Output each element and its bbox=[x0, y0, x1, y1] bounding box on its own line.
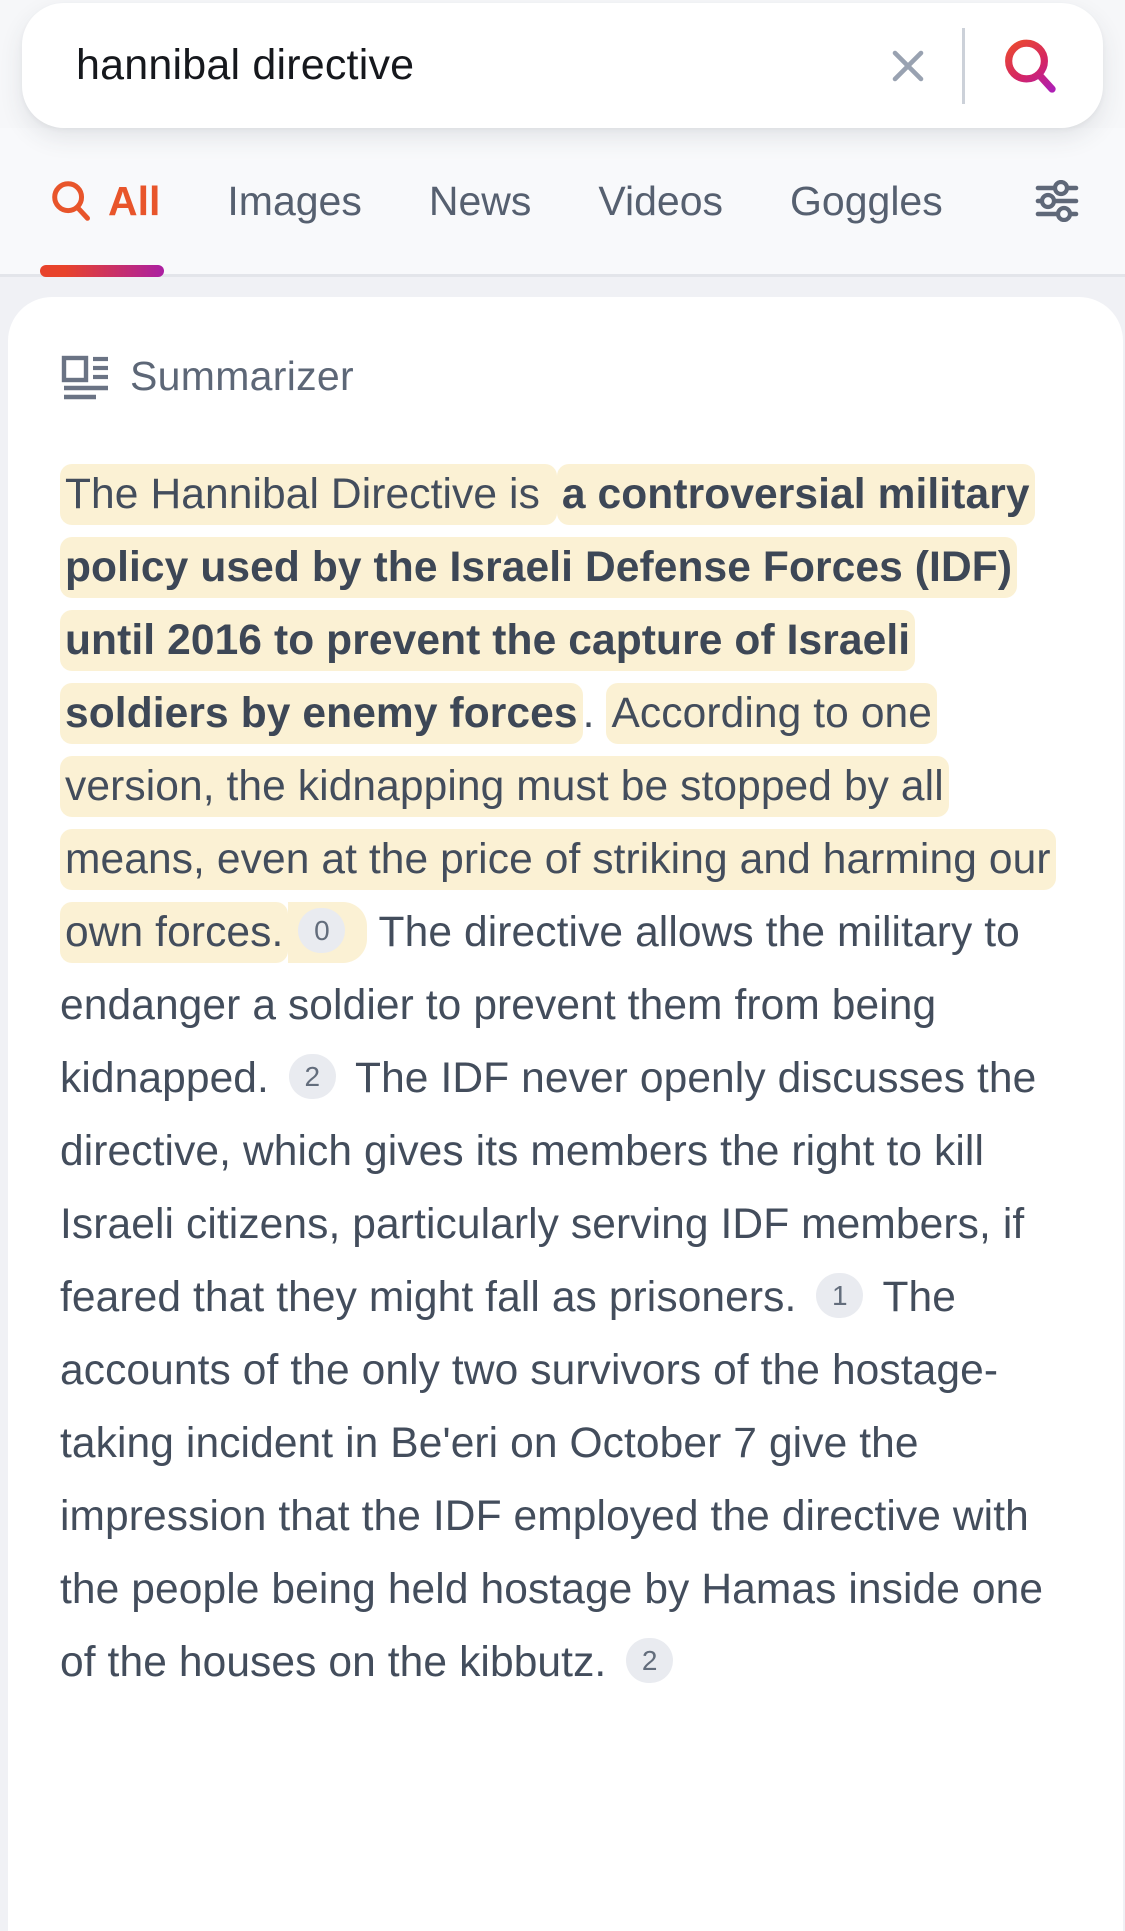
summarizer-header bbox=[60, 353, 1065, 400]
tab-images[interactable] bbox=[227, 128, 361, 274]
tab-images-label: Images bbox=[227, 177, 362, 224]
tab-goggles-label: Goggles bbox=[790, 177, 943, 224]
tab-all[interactable] bbox=[48, 128, 160, 274]
citation-badge[interactable]: 0 bbox=[298, 908, 345, 953]
article-summary-icon bbox=[60, 354, 110, 400]
summary-key-answer: a controversial military policy used by the Israeli Defense Forces (IDF) until 2016 to prevent the capture of Israeli soldiers by enemy forces bbox=[60, 464, 1035, 744]
citation-badge[interactable]: 2 bbox=[626, 1638, 673, 1683]
sliders-icon bbox=[1035, 180, 1079, 222]
close-icon bbox=[884, 42, 932, 90]
search-filters-button[interactable] bbox=[1035, 180, 1079, 222]
tab-news-label: News bbox=[428, 177, 532, 224]
summary-text-segment: . bbox=[582, 690, 607, 737]
tab-all-label: All bbox=[108, 177, 161, 224]
summary-text-segment: The IDF never openly discusses the directive, which gives its members the right to kill Israeli citizens, particularly serving IDF members, if feared that they might fall as prisoners. bbox=[60, 1055, 1037, 1321]
citation-badge[interactable]: 2 bbox=[289, 1054, 336, 1099]
tab-videos[interactable] bbox=[598, 128, 723, 274]
summarizer-title: Summarizer bbox=[130, 353, 354, 399]
results-area bbox=[0, 277, 1125, 1931]
summary-text-segment: The accounts of the only two survivors of the hostage-taking incident in Be'eri on October 7 give the impression that the IDF employed the directive with the people being held hostage by Hamas inside one of the houses on the kibbutz. bbox=[60, 1274, 1044, 1686]
tab-news[interactable] bbox=[429, 128, 532, 274]
search-submit-button[interactable] bbox=[999, 35, 1059, 97]
clear-search-button[interactable] bbox=[884, 42, 932, 90]
summary-text-segment: According to one version, the kidnapping must be stopped by all means, even at the price of striking and harming our own forces. bbox=[60, 683, 1056, 963]
tab-goggles[interactable] bbox=[790, 128, 943, 274]
search-bar-divider bbox=[962, 28, 965, 104]
active-tab-underline bbox=[40, 265, 164, 277]
summarizer-text bbox=[60, 458, 1065, 1699]
search-bar bbox=[22, 3, 1103, 128]
results-tab-bar bbox=[0, 128, 1125, 277]
search-icon bbox=[999, 35, 1059, 97]
tab-videos-label: Videos bbox=[598, 177, 724, 224]
summarizer-card bbox=[8, 297, 1123, 1931]
citation-badge[interactable]: 1 bbox=[816, 1273, 863, 1318]
summary-text-segment: The directive allows the military to endanger a soldier to prevent them from being kidnapped. bbox=[60, 909, 1020, 1102]
citation-badge-highlight-wrap bbox=[288, 902, 367, 963]
search-tab-icon bbox=[48, 178, 94, 224]
summary-text-segment: The Hannibal Directive is bbox=[60, 464, 557, 525]
search-input[interactable]: hannibal directive bbox=[76, 41, 415, 89]
